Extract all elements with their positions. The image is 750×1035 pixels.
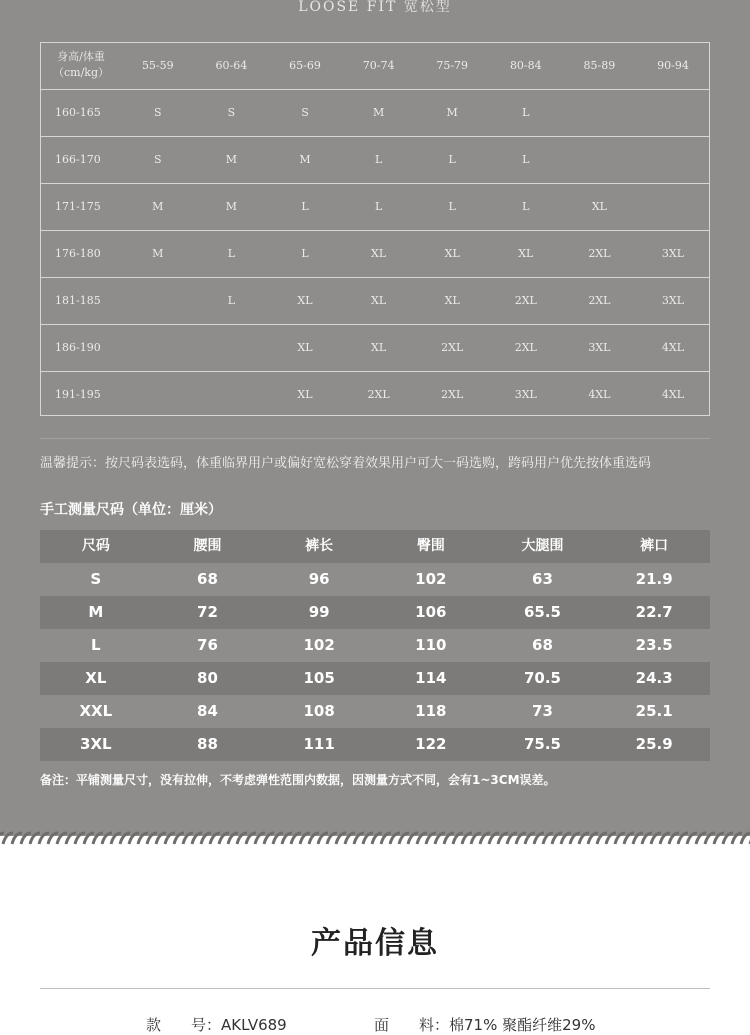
size-cell: L [227,247,236,260]
measurement-note: 备注：平铺测量尺寸，没有拉伸，不考虑弹性范围内数据，因测量方式不同，会有1~3CM误差。 [40,773,556,787]
measurement-cell: 65.5 [523,603,561,621]
weight-range-header: 90-94 [657,59,689,72]
measurement-title: 手工测量尺码（单位：厘米） [40,502,222,518]
measurement-cell: 80 [197,669,218,687]
height-range-label: 171-175 [55,200,101,213]
fabric-label: 面 料： [374,1016,450,1034]
weight-range-header: 70-74 [362,59,395,72]
measurement-cell: 63 [532,570,553,588]
size-cell: 2XL [588,247,611,260]
measurement-cell: 72 [197,603,218,621]
product-divider [40,988,710,989]
measurement-cell: 110 [415,636,447,654]
size-cell: L [227,294,236,307]
size-cell: XL [297,341,313,354]
measurement-cell: 75.5 [523,735,561,753]
size-cell: L [522,106,530,119]
size-cell [195,372,269,418]
size-cell: XL [591,200,607,213]
measurement-cell: 96 [308,570,330,588]
measurement-cell: 3XL [80,735,112,753]
height-range-label: 191-195 [55,388,101,401]
size-chart-row [41,325,709,372]
size-cell: M [372,106,385,119]
size-chart-row [41,278,709,325]
measurement-cell: 88 [197,735,218,753]
size-chart-header [41,43,709,90]
size-chart-row [41,231,709,278]
size-chart-corner-label: 身高/体重 （cm/kg） [52,50,109,79]
measurement-cell: 22.7 [635,603,673,621]
size-cell: 3XL [661,294,685,307]
measurement-row [40,728,710,761]
weight-range-header: 60-64 [215,59,248,72]
weight-range-header: 75-79 [436,59,469,72]
measurement-cell: 99 [308,603,330,621]
size-cell [195,325,269,371]
size-cell: M [225,153,238,166]
measurement-cell: S [90,570,102,588]
size-cell [563,90,637,136]
size-cell: L [448,153,456,166]
style-number [146,1014,287,1035]
size-cell: M [152,247,164,260]
size-cell: 4XL [661,341,685,354]
size-cell: L [301,247,309,260]
measurement-header-cell: 裤长 [305,538,334,554]
measurement-cell: L [91,636,101,654]
size-cell: L [374,153,383,166]
measurement-header-cell: 尺码 [81,538,110,554]
weight-range-header: 80-84 [509,59,542,72]
size-chart-row [41,137,709,184]
size-chart-row [41,184,709,231]
measurement-row [40,662,710,695]
fit-type-title: LOOSE FIT 宽松型 [298,0,452,15]
measurement-header-cell: 臀围 [416,538,445,554]
size-cell [121,325,195,371]
size-cell: XL [444,294,460,307]
height-range-label: 166-170 [55,153,101,166]
size-cell: L [522,200,530,213]
size-cell: L [301,200,309,213]
measurement-cell: 122 [415,735,447,753]
measurement-cell: 24.3 [635,669,673,687]
size-cell: L [374,200,383,213]
weight-range-header: 65-69 [289,59,321,72]
size-cell: 2XL [514,294,537,307]
measurement-cell: 25.9 [635,735,673,753]
size-tip: 温馨提示：按尺码表选码，体重临界用户或偏好宽松穿着效果用户可大一码选购，跨码用户优先按体重选码 [40,456,652,471]
measurement-cell: XL [85,669,107,687]
size-chart-row [41,372,709,419]
size-cell: XL [371,247,387,260]
size-cell: 2XL [588,294,611,307]
size-cell: 3XL [514,388,537,401]
measurement-cell: 106 [415,603,447,621]
height-range-label: 176-180 [55,247,101,260]
size-cell: M [225,200,238,213]
size-cell [636,90,710,136]
size-cell: XL [518,247,534,260]
size-cell: 4XL [661,388,685,401]
size-cell: L [448,200,456,213]
measurement-row [40,596,710,629]
size-cell [121,278,195,324]
divider [40,438,710,439]
size-cell: 2XL [367,388,390,401]
size-cell: L [522,153,530,166]
weight-range-header: 85-89 [583,59,616,72]
height-range-label: 160-165 [55,106,101,119]
measurement-cell: 84 [197,702,218,720]
size-cell: M [152,200,164,213]
size-cell: S [154,106,162,119]
size-cell [636,184,710,230]
measurement-header-cell: 大腿围 [521,538,564,554]
measurement-cell: 111 [303,735,335,753]
size-cell: XL [371,341,387,354]
measurement-cell: 114 [415,669,447,687]
measurement-header-cell: 裤口 [640,538,669,554]
measurement-cell: 76 [197,636,218,654]
size-cell: 2XL [514,341,537,354]
measurement-row [40,695,710,728]
fabric-info [374,1014,595,1035]
size-cell: 3XL [588,341,611,354]
size-cell: XL [444,247,460,260]
size-chart-grid [40,42,710,416]
product-info-title: 产品信息 [311,926,439,961]
measurement-cell: 118 [415,702,447,720]
measurement-cell: 102 [415,570,447,588]
height-range-label: 186-190 [55,341,101,354]
measurement-cell: 68 [532,636,553,654]
measurement-cell: 102 [303,636,335,654]
size-cell: 2XL [441,341,464,354]
measurement-cell: 23.5 [635,636,673,654]
measurement-header-row [40,530,710,563]
size-cell: 4XL [588,388,611,401]
size-cell [121,372,195,418]
style-number-value: AKLV689 [221,1016,287,1034]
measurement-cell: 68 [197,570,218,588]
size-cell: XL [297,294,313,307]
size-cell [636,137,710,183]
measurement-row [40,629,710,662]
size-cell: S [301,106,309,119]
fabric-value: 棉71% 聚酯纤维29% [449,1016,596,1034]
measurement-cell: 25.1 [635,702,673,720]
size-cell [563,137,637,183]
size-cell: S [154,153,162,166]
size-cell: XL [371,294,387,307]
measurement-cell: 70.5 [523,669,561,687]
height-range-label: 181-185 [55,294,101,307]
measurement-cell: M [88,603,104,621]
measurement-cell: 21.9 [635,570,673,588]
measurement-cell: 108 [303,702,335,720]
size-cell: XL [297,388,313,401]
size-cell: 3XL [661,247,685,260]
size-cell: S [227,106,236,119]
measurement-cell: 73 [532,702,553,720]
style-number-label: 款 号： [146,1016,222,1034]
measurement-cell: 105 [303,669,335,687]
measurement-cell: XXL [79,702,113,720]
weight-range-header: 55-59 [141,59,174,72]
rope-border [0,830,750,848]
measurement-row [40,563,710,596]
measurement-header-cell: 腰围 [193,538,222,554]
size-cell: M [299,153,311,166]
size-cell: M [446,106,458,119]
size-cell: 2XL [441,388,464,401]
size-chart-row [41,90,709,137]
